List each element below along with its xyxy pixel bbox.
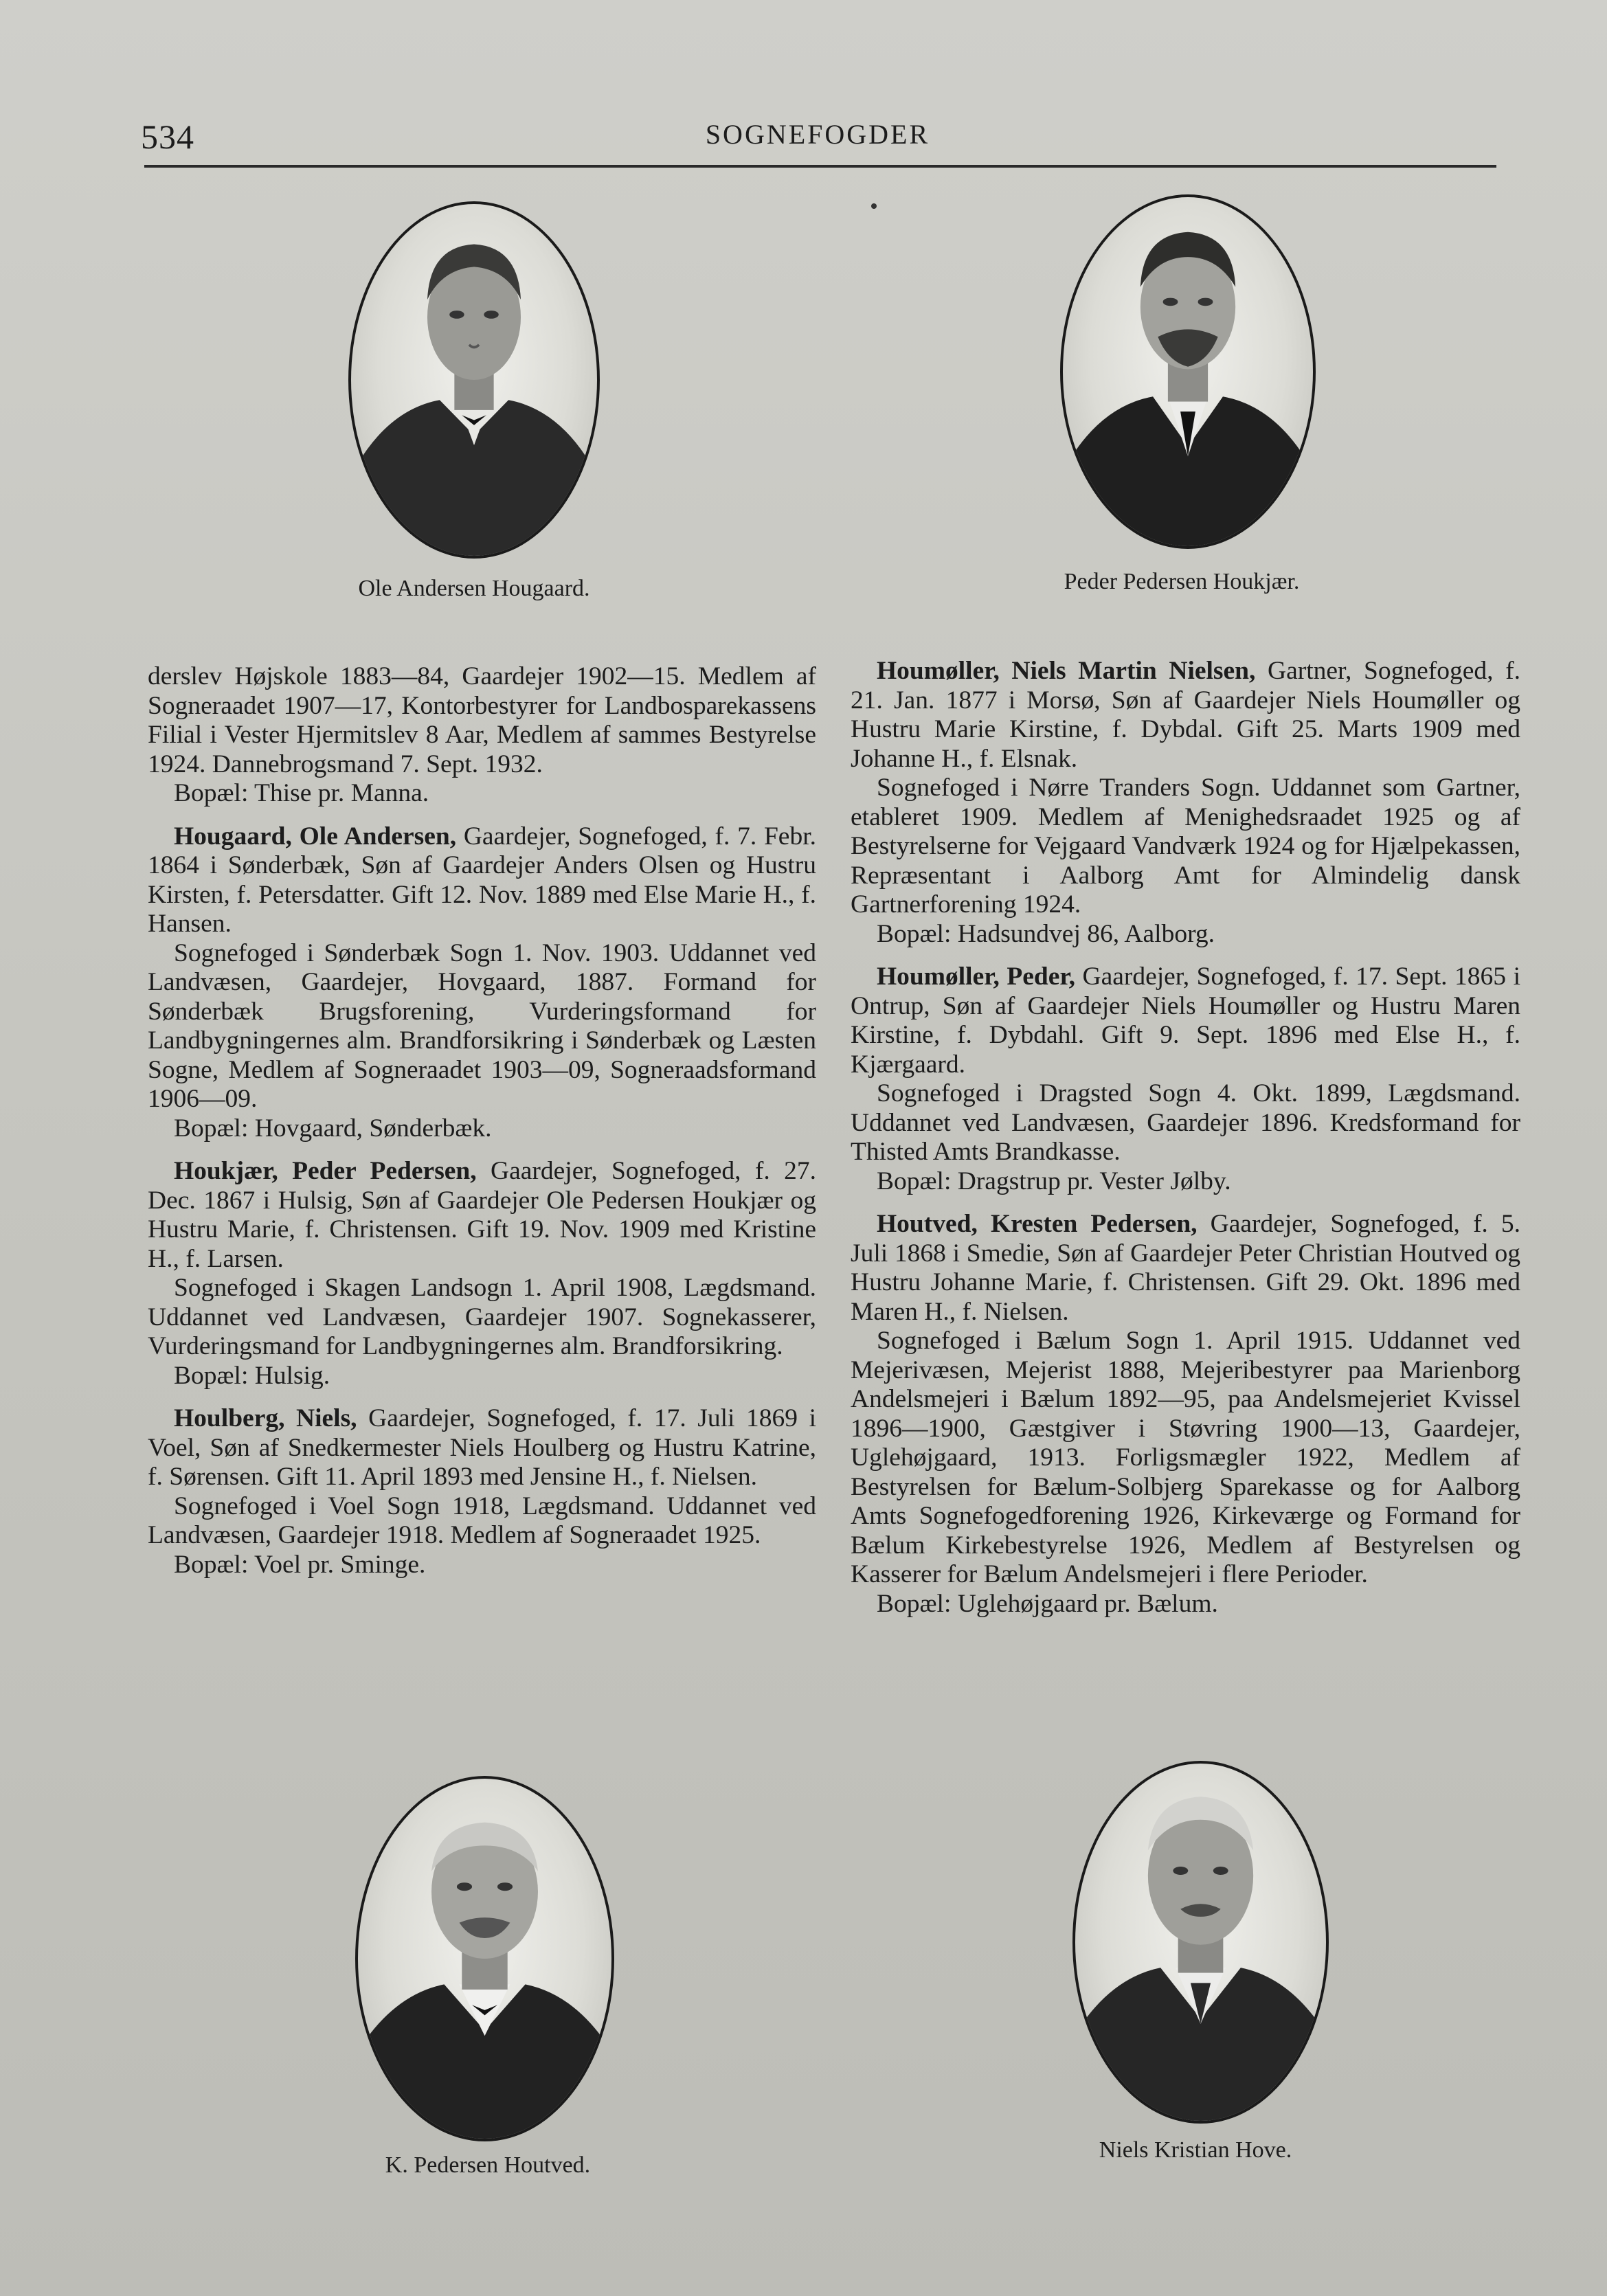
portrait-photo-icon [358, 1779, 611, 2139]
bopael-line: Bopæl: Dragstrup pr. Vester Jølby. [877, 1167, 1231, 1195]
bopael-line: Bopæl: Voel pr. Sminge. [174, 1550, 426, 1579]
entry-intro: Houmøller, Peder, Gaardejer, Sognefoged, f. 17. Sept. 1865 i Ontrup, Søn af Gaardejer Niels Houmøller og Hustru Maren Kirstine, f. Dybdahl. Gift 9. Sept. 1896 med Else H., f. Kjærgaard. [851, 963, 1520, 1079]
page-number: 534 [141, 117, 194, 156]
entry-intro: Hougaard, Ole Andersen, Gaardejer, Sognefoged, f. 7. Febr. 1864 i Sønderbæk, Søn af Gaardejer Anders Olsen og Hustru Kirsten, f. Petersdatter. Gift 12. Nov. 1889 med Else Marie H., f. Hansen. [148, 822, 816, 938]
portrait-k-pedersen-houtved [355, 1776, 614, 2141]
entry-career: Sognefoged i Skagen Landsogn 1. April 1908, Lægdsmand. Uddannet ved Landvæsen, Gaardejer 1907. Sognekasserer, Vurderingsmand for Landbygningernes alm. Brandforsikring. [148, 1274, 816, 1360]
print-speck [871, 203, 877, 209]
entry-name: Hougaard, Ole Andersen, [174, 822, 457, 851]
entry-name: Houmøller, Peder, [877, 963, 1075, 991]
header-rule [144, 165, 1496, 168]
entry-name: Houmøller, Niels Martin Nielsen, [877, 657, 1256, 685]
portrait-ole-andersen-hougaard [348, 201, 600, 559]
entry-name: Houkjær, Peder Pedersen, [174, 1157, 477, 1185]
right-column [851, 657, 1520, 1619]
portrait-photo-icon [1075, 1764, 1326, 2121]
bopael-line: Bopæl: Hadsundvej 86, Aalborg. [877, 919, 1215, 948]
left-column [148, 662, 816, 1579]
portrait-photo-icon [1063, 197, 1313, 546]
entry-intro: Houmøller, Niels Martin Nielsen, Gartner, Sognefoged, f. 21. Jan. 1877 i Morsø, Søn af Gaardejer Niels Houmøller og Hustru Marie Kirstine, f. Dybdal. Gift 25. Marts 1909 med Johanne H., f. Elsnak. [851, 657, 1520, 773]
entry-intro: Houkjær, Peder Pedersen, Gaardejer, Sognefoged, f. 27. Dec. 1867 i Hulsig, Søn af Gaardejer Ole Pedersen Houkjær og Hustru Marie, f. Christensen. Gift 19. Nov. 1909 med Kristine H., f. Larsen. [148, 1157, 816, 1273]
caption-top-left: Ole Andersen Hougaard. [358, 576, 590, 601]
page-header [141, 110, 1494, 165]
caption-top-right: Peder Pedersen Houkjær. [1064, 569, 1300, 594]
portrait-photo-icon [351, 204, 597, 556]
bopael-line: Bopæl: Hovgaard, Sønderbæk. [174, 1114, 492, 1143]
caption-bottom-left: K. Pedersen Houtved. [385, 2152, 591, 2178]
entry-name: Houlberg, Niels, [174, 1404, 357, 1432]
entry-name: Houtved, Kresten Pedersen, [877, 1210, 1198, 1238]
running-head: SOGNEFOGDER [705, 119, 930, 150]
entry-career: Sognefoged i Nørre Tranders Sogn. Uddannet som Gartner, etableret 1909. Medlem af Menighedsraadet 1925 og af Bestyrelserne for Vejgaard Vandværk 1924 og for Hjælpekassen, Repræsentant i Aalborg Amt for Almindelig dansk Gartnerforening 1924. [851, 774, 1520, 919]
entry-career: Sognefoged i Voel Sogn 1918, Lægdsmand. Uddannet ved Landvæsen, Gaardejer 1918. Medlem af Sogneraadet 1925. [148, 1492, 816, 1549]
entry-career: Sognefoged i Bælum Sogn 1. April 1915. Uddannet ved Mejerivæsen, Mejerist 1888, Mejeribestyrer paa Marienborg Andelsmejeri i Bælum 1892—95, paa Andelsmejeriet Kvissel 1896—1900, Gæstgiver i Støvring 1900—13, Gaardejer, Uglehøjgaard, 1913. Forligsmægler 1922, Medlem af Bestyrelsen for Bælum-Solbjerg Sparekasse og for Aalborg Amts Sognefogedforening 1926, Kirkeværge og Formand for Bælum Kirkebestyrelse 1926, Medlem af Bestyrelsen og Kasserer for Bælum Andelsmejeri i flere Perioder. [851, 1327, 1520, 1588]
entry-career: Sognefoged i Dragsted Sogn 4. Okt. 1899, Lægdsmand. Uddannet ved Landvæsen, Gaardejer 1896. Kredsformand for Thisted Amts Brandkasse. [851, 1079, 1520, 1166]
portrait-peder-pedersen-houkjaer [1060, 194, 1316, 549]
continued-text: derslev Højskole 1883—84, Gaardejer 1902—15. Medlem af Sogneraadet 1907—17, Kontorbestyrer for Landbosparekassens Filial i Vester Hjermitslev 8 Aar, Medlem af sammes Bestyrelse 1924. Dannebrogsmand 7. Sept. 1932. [148, 662, 816, 778]
portrait-niels-kristian-hove [1072, 1761, 1329, 2124]
entry-intro: Houlberg, Niels, Gaardejer, Sognefoged, f. 17. Juli 1869 i Voel, Søn af Snedkermester Niels Houlberg og Hustru Katrine, f. Sørensen. Gift 11. April 1893 med Jensine H., f. Nielsen. [148, 1404, 816, 1491]
entry-intro: Houtved, Kresten Pedersen, Gaardejer, Sognefoged, f. 5. Juli 1868 i Smedie, Søn af Gaardejer Peter Christian Houtved og Hustru Johanne Marie, f. Christensen. Gift 29. Okt. 1896 med Maren H., f. Nielsen. [851, 1210, 1521, 1326]
bopael-line: Bopæl: Thise pr. Manna. [174, 779, 429, 807]
bopael-line: Bopæl: Uglehøjgaard pr. Bælum. [877, 1589, 1218, 1618]
entry-career: Sognefoged i Sønderbæk Sogn 1. Nov. 1903. Uddannet ved Landvæsen, Gaardejer, Hovgaard, 1887. Formand for Sønderbæk Brugsforening, Vurderingsformand for Landbygningernes alm. Brandforsikring i Sønderbæk og Læsten Sogne, Medlem af Sogneraadet 1903—09, Sogneraadsformand 1906—09. [148, 938, 816, 1113]
bopael-line: Bopæl: Hulsig. [174, 1361, 330, 1390]
caption-bottom-right: Niels Kristian Hove. [1099, 2137, 1292, 2163]
